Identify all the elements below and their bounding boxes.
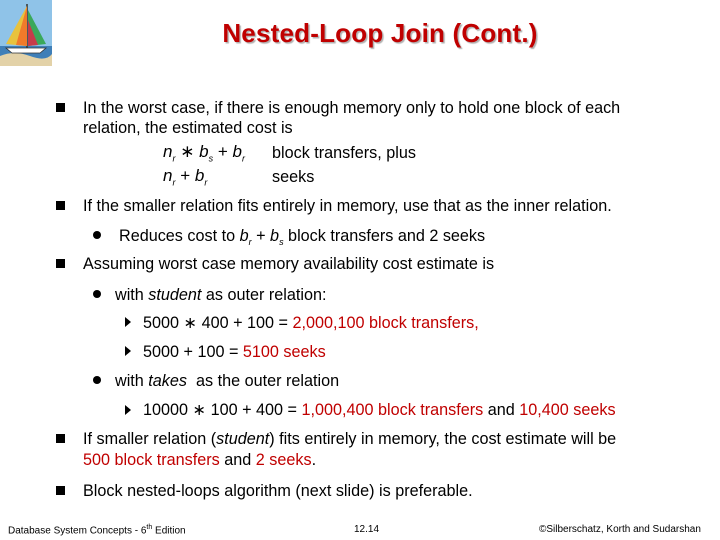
square-bullet-icon <box>56 103 65 112</box>
bullet-3-sub-1: with student as outer relation: <box>115 286 327 304</box>
square-bullet-icon <box>56 259 65 268</box>
square-bullet-icon <box>56 201 65 210</box>
bullet-3-text: Assuming worst case memory availability cost estimate is <box>83 255 495 273</box>
bullet-2-text: If the smaller relation fits entirely in memory, use that as the inner relation. <box>83 197 612 215</box>
formula-block-transfers: $n_r$ ∗ $b_s + b_r$ <box>163 142 245 164</box>
slide-title: Nested-Loop Join (Cont.) <box>222 18 538 48</box>
triangle-bullet-icon <box>125 317 131 327</box>
footer-left: Database System Concepts - 6th Edition <box>8 524 186 537</box>
bullet-2-sub-1: Reduces cost to $b_r + b_s$ block transfers and 2 seeks <box>119 227 486 248</box>
triangle-bullet-icon <box>125 346 131 356</box>
calc-student-seeks: 5000 + 100 = 5100 seeks <box>143 343 326 361</box>
round-bullet-icon <box>93 231 101 239</box>
bullet-3-sub-2: with takes as the outer relation <box>115 372 340 390</box>
formula-seeks: $n_r + b_r$ <box>163 166 208 188</box>
square-bullet-icon <box>56 486 65 495</box>
bullet-5-text: Block nested-loops algorithm (next slide) is preferable. <box>83 482 473 500</box>
calc-takes-cost: 10000 ∗ 100 + 400 = 1,000,400 block transfers and 10,400 seeks <box>143 401 616 419</box>
bullet-4-line-2: 500 block transfers and 2 seeks. <box>83 451 317 469</box>
triangle-bullet-icon <box>125 405 131 415</box>
formula-1-label: block transfers, plus <box>272 144 416 162</box>
round-bullet-icon <box>93 376 101 384</box>
bullet-1-line-2: relation, the estimated cost is <box>83 119 293 137</box>
bullet-4-line-1: If smaller relation (student) fits entirely in memory, the cost estimate will be <box>83 430 617 448</box>
square-bullet-icon <box>56 434 65 443</box>
bullet-1-line-1: In the worst case, if there is enough memory only to hold one block of each <box>83 99 621 117</box>
footer-page-number: 12.14 <box>354 524 380 535</box>
formula-2-label: seeks <box>272 168 315 186</box>
round-bullet-icon <box>93 290 101 298</box>
footer-right: ©Silberschatz, Korth and Sudarshan <box>539 524 701 535</box>
calc-student-transfers: 5000 ∗ 400 + 100 = 2,000,100 block transfers, <box>143 314 479 332</box>
